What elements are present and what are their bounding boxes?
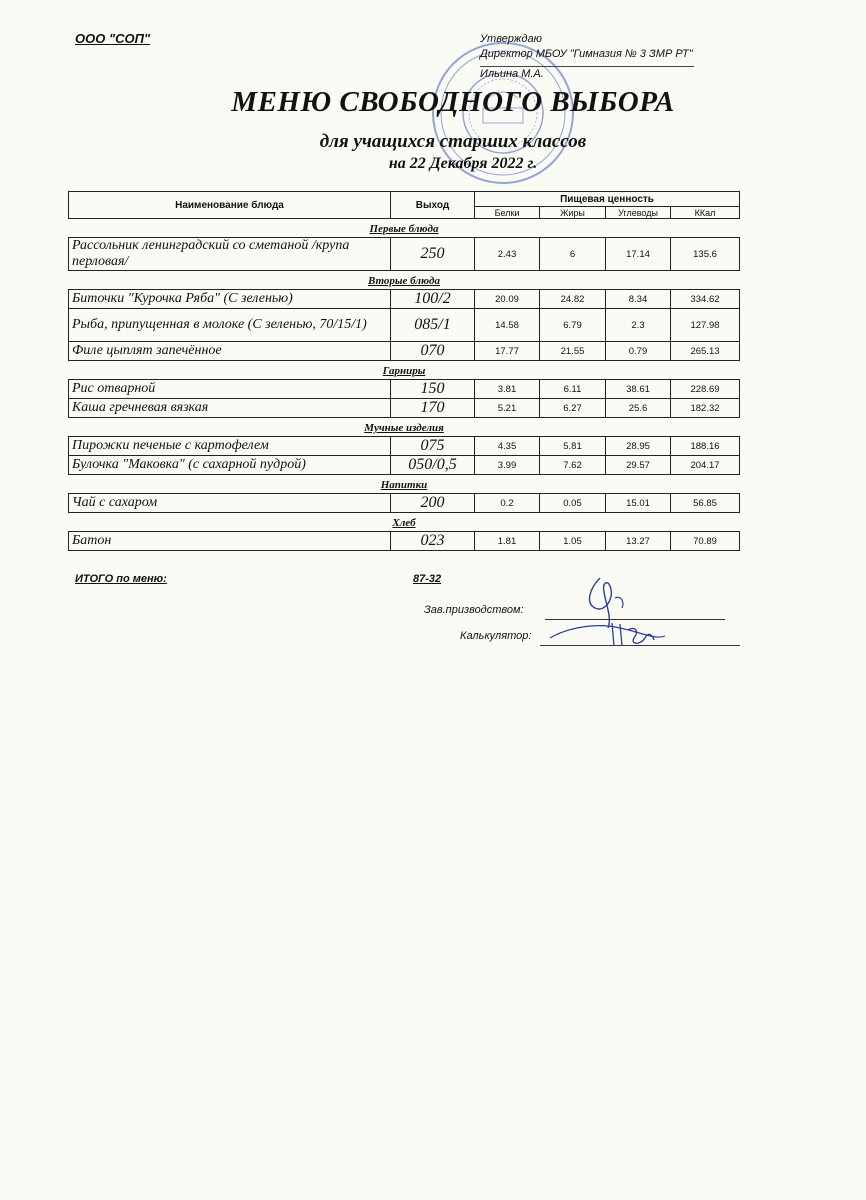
dish-name: Пирожки печеные с картофелем (69, 437, 391, 456)
dish-name: Филе цыплят запечённое (69, 342, 391, 361)
kcal-value: 135.6 (671, 238, 740, 271)
section-title: Вторые блюда (368, 275, 441, 287)
kcal-value: 265.13 (671, 342, 740, 361)
fat-value: 6.11 (540, 380, 606, 399)
table-row (69, 456, 740, 475)
dish-name: Батон (69, 532, 391, 551)
menu-subtitle: для учащихся старших классов (319, 131, 587, 152)
dish-yield: 150 (391, 380, 475, 399)
dish-name: Рис отварной (69, 380, 391, 399)
table-row (69, 437, 740, 456)
section-row (69, 513, 740, 532)
dish-name: Рассольник ленинградский со сметаной /крупа перловая/ (69, 238, 391, 271)
total-label: ИТОГО по меню: (75, 573, 167, 585)
kcal-value: 334.62 (671, 290, 740, 309)
carbs-value: 28.95 (606, 437, 671, 456)
dish-name: Булочка "Маковка" (с сахарной пудрой) (69, 456, 391, 475)
carbs-value: 13.27 (606, 532, 671, 551)
section-title: Первые блюда (369, 223, 439, 235)
fat-value: 0.05 (540, 494, 606, 513)
header-carbs: Углеводы (606, 207, 671, 219)
fat-value: 6.27 (540, 399, 606, 418)
section-row (69, 418, 740, 437)
kcal-value: 127.98 (671, 309, 740, 342)
header-kcal: ККал (671, 207, 740, 219)
carbs-value: 2.3 (606, 309, 671, 342)
carbs-value: 15.01 (606, 494, 671, 513)
protein-value: 17.77 (475, 342, 540, 361)
section-row (69, 219, 740, 238)
section-row (69, 361, 740, 380)
approve-name: Ильина М.А. (480, 66, 694, 82)
fat-value: 6 (540, 238, 606, 271)
dish-name: Каша гречневая вязкая (69, 399, 391, 418)
fat-value: 21.55 (540, 342, 606, 361)
dish-yield: 070 (391, 342, 475, 361)
section-title: Напитки (380, 479, 428, 491)
table-row (69, 380, 740, 399)
table-row (69, 399, 740, 418)
kcal-value: 228.69 (671, 380, 740, 399)
dish-name: Рыба, припущенная в молоке (С зеленью, 70/15/1) (69, 309, 391, 342)
section-row (69, 475, 740, 494)
kcal-value: 204.17 (671, 456, 740, 475)
kcal-value: 182.32 (671, 399, 740, 418)
dish-name: Чай с сахаром (69, 494, 391, 513)
protein-value: 20.09 (475, 290, 540, 309)
header-protein: Белки (475, 207, 540, 219)
dish-name: Биточки "Курочка Ряба" (С зеленью) (69, 290, 391, 309)
production-label: Зав.призводством: (424, 604, 524, 616)
fat-value: 7.62 (540, 456, 606, 475)
protein-value: 2.43 (475, 238, 540, 271)
carbs-value: 8.34 (606, 290, 671, 309)
carbs-value: 25.6 (606, 399, 671, 418)
dish-yield: 170 (391, 399, 475, 418)
protein-value: 14.58 (475, 309, 540, 342)
section-title: Мучные изделия (364, 422, 444, 434)
approval-block (480, 32, 694, 82)
menu-body (69, 219, 740, 551)
dish-yield: 250 (391, 238, 475, 271)
carbs-value: 17.14 (606, 238, 671, 271)
header-nutrition: Пищевая ценность (475, 192, 740, 207)
menu-date: на 22 Декабря 2022 г. (388, 155, 538, 172)
dish-yield: 200 (391, 494, 475, 513)
kcal-value: 70.89 (671, 532, 740, 551)
carbs-value: 0.79 (606, 342, 671, 361)
protein-value: 1.81 (475, 532, 540, 551)
kcal-value: 188.16 (671, 437, 740, 456)
table-row (69, 238, 740, 271)
section-row (69, 271, 740, 290)
fat-value: 24.82 (540, 290, 606, 309)
fat-value: 6.79 (540, 309, 606, 342)
fat-value: 5.81 (540, 437, 606, 456)
table-row (69, 532, 740, 551)
table-row (69, 494, 740, 513)
menu-title: МЕНЮ СВОБОДНОГО ВЫБОРА (231, 86, 675, 118)
signature-icon (530, 568, 680, 658)
protein-value: 3.99 (475, 456, 540, 475)
menu-table (68, 191, 740, 551)
approve-position: Директор МБОУ "Гимназия № 3 ЗМР РТ" (480, 48, 693, 60)
protein-value: 3.81 (475, 380, 540, 399)
section-title: Гарниры (382, 365, 426, 377)
protein-value: 4.35 (475, 437, 540, 456)
table-row (69, 290, 740, 309)
kcal-value: 56.85 (671, 494, 740, 513)
dish-yield: 075 (391, 437, 475, 456)
protein-value: 0.2 (475, 494, 540, 513)
approve-label: Утверждаю (480, 33, 542, 45)
header-yield: Выход (391, 192, 475, 219)
section-title: Хлеб (392, 517, 416, 529)
header-dish: Наименование блюда (69, 192, 391, 219)
table-row (69, 309, 740, 342)
total-value: 87-32 (413, 573, 442, 585)
dish-yield: 085/1 (391, 309, 475, 342)
dish-yield: 023 (391, 532, 475, 551)
carbs-value: 29.57 (606, 456, 671, 475)
company-name: ООО "СОП" (75, 31, 151, 46)
dish-yield: 050/0,5 (391, 456, 475, 475)
table-row (69, 342, 740, 361)
header-fat: Жиры (540, 207, 606, 219)
protein-value: 5.21 (475, 399, 540, 418)
dish-yield: 100/2 (391, 290, 475, 309)
calculator-label: Калькулятор: (460, 630, 532, 642)
carbs-value: 38.61 (606, 380, 671, 399)
fat-value: 1.05 (540, 532, 606, 551)
